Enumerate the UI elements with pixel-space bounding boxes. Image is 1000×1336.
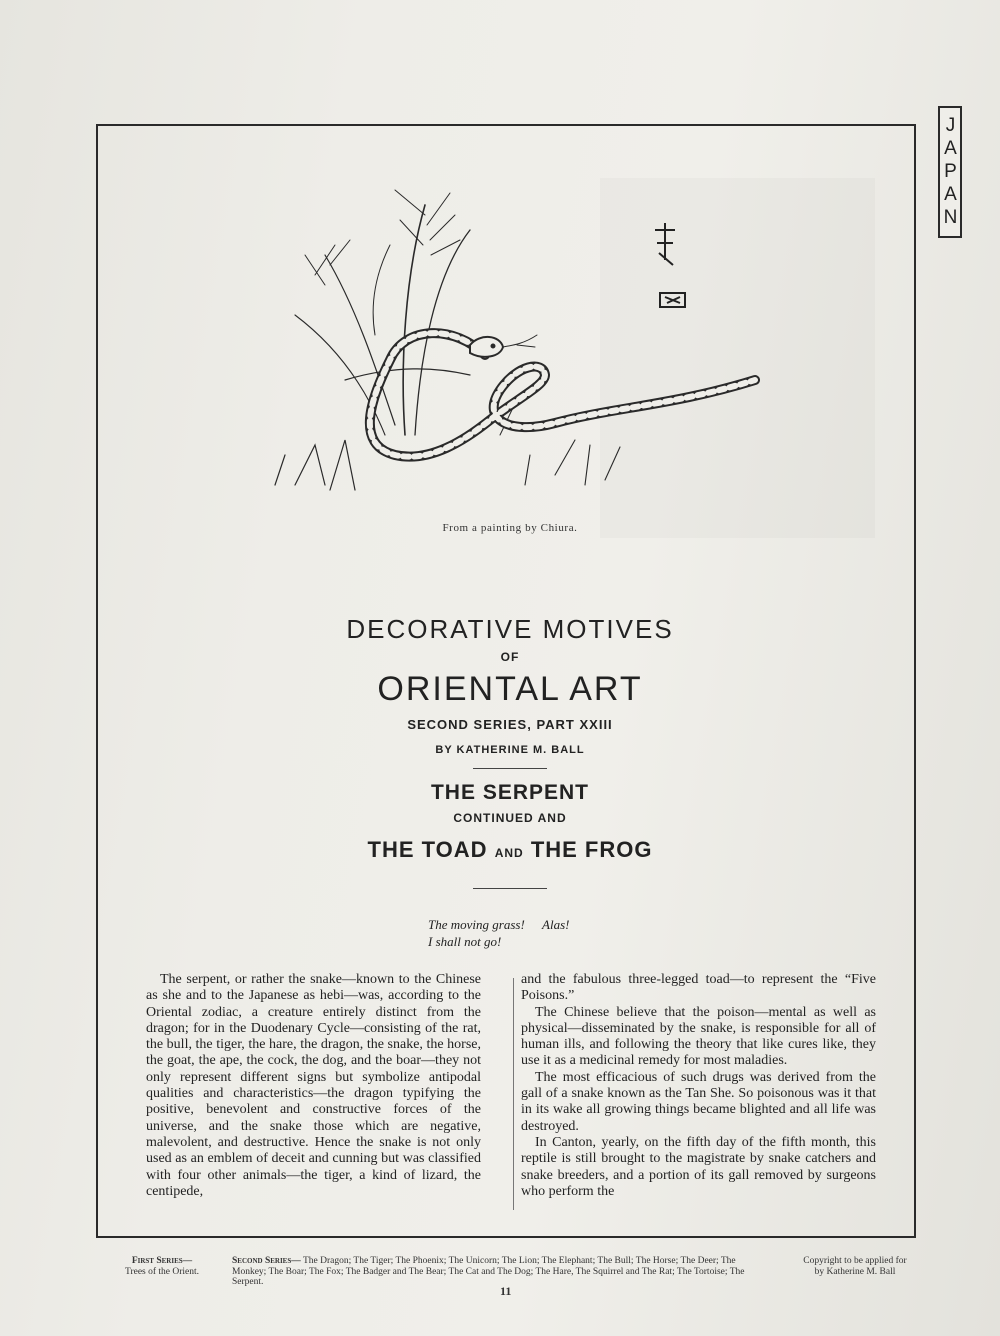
poem-line-1-text: The moving grass! [428,917,525,932]
byline: BY KATHERINE M. BALL [435,744,585,756]
second-series-label: Second Series— [232,1256,301,1266]
body-paragraph: In Canton, yearly, on the fifth day of the fifth month, this reptile is still brought to the magistrate by snake catchers and snake breeders, and a portion of its gall removed by surgeons who perform the [521,1134,876,1199]
body-paragraph: The Chinese believe that the poison—mental as well as physical—disseminated by the snake, is responsible for all of human ills, and following the theory that like cures like, they use it as a medicinal remedy for most maladies. [521,1004,876,1069]
copyright-line-2: by Katherine M. Ball [814,1266,896,1277]
title-of: OF [500,650,520,664]
poem-line-2: I shall not go! [428,934,502,949]
poem-line-1 [428,916,628,933]
article-title-block [200,612,820,889]
body-paragraph: and the fabulous three-legged toad—to represent the “Five Poisons.” [521,972,876,1004]
body-paragraph: The most efficacious of such drugs was derived from the gall of a snake known as the Tan She. So poisonous was it that in its wake all growing things became blighted and all life was destroyed. [521,1069,876,1134]
country-tab-label: JAPAN [940,114,961,230]
second-series-items: The Dragon; The Tiger; The Phoenix; The Unicorn; The Lion; The Elephant; The Bull; The Horse; The Deer; The Monkey; The Boar; The Fox; The Badger and The Bear; The Cat and The Dog; The Hare, The Squirrel and The Rat; The Tortoise; The Serpent. [232,1256,745,1287]
subject-2-part-b: THE FROG [530,837,653,862]
footer-second-series [232,1256,772,1288]
epigraph-poem [428,916,628,950]
body-paragraph: The serpent, or rather the snake—known to the Chinese as she and to the Japanese as hebi—was, according to the Oriental zodiac, a creature entirely distinct from the dragon; for in the Duodenary Cycle—consisting of the rat, the bull, the tiger, the hare, the dragon, the snake, the horse, the goat, the ape, the cock, the dog, and the boar—they not only represent different signs but symbolize antipodal qualities and characteristics—the dragon typifying the positive, benevolent and constructive forces of the universe, and the snake those which are negative, malevolent, and destructive. Hence the snake is not only used as an emblem of deceit and cunning but was classified with four other animals—the tiger, a kind of lizard, the centipede, [146,972,481,1199]
body-column-right [521,972,876,1200]
subject-2-and: AND [494,846,524,860]
illustration-caption: From a painting by Chiura. [442,522,578,534]
title-divider [473,768,547,769]
page-number: 11 [500,1284,512,1298]
subject-heading: THE SERPENT [430,781,590,804]
series-label: SECOND SERIES, PART XXIII [407,717,613,732]
copyright-line-1: Copyright to be applied for [803,1256,907,1266]
title-line-2: ORIENTAL ART [377,670,643,708]
poem-line-1-alas: Alas! [542,917,570,932]
column-divider [513,978,514,1210]
subject-divider [473,888,547,889]
country-tab [938,106,962,238]
continued-label: CONTINUED AND [453,811,567,825]
title-line-1: DECORATIVE MOTIVES [346,614,674,644]
footer-copyright [780,1256,930,1277]
footer-first-series [106,1256,218,1277]
subject-heading-2 [200,835,820,868]
body-column-left [146,972,481,1200]
first-series-items: Trees of the Orient. [124,1266,200,1277]
first-series-label: First Series— [131,1256,193,1266]
serpent-painting [255,185,775,515]
subject-2-part-a: THE TOAD [367,837,488,862]
